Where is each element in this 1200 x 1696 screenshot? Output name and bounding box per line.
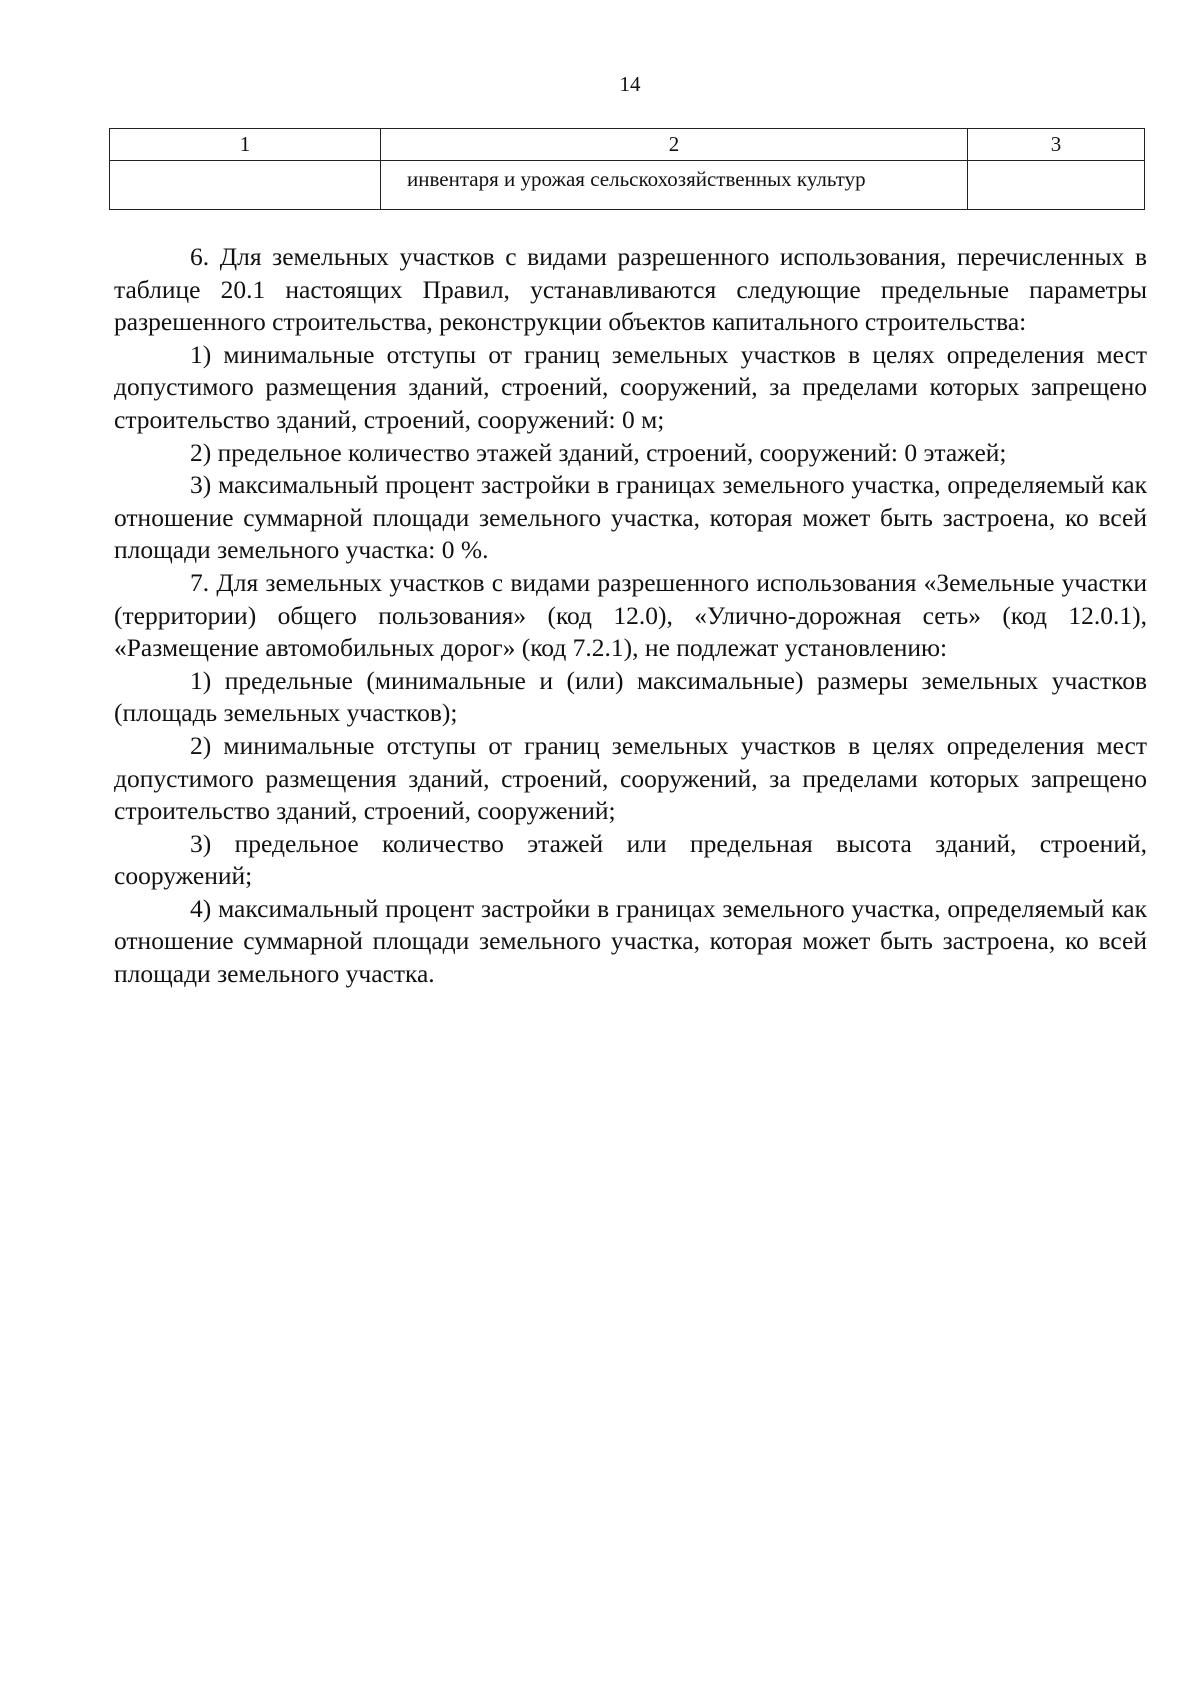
paragraph: 1) минимальные отступы от границ земельных участков в целях определения мест допустимого размещения зданий, строений, сооружений, за пределами которых запрещено строительство зданий, строений, сооружений: 0 м; bbox=[114, 339, 1147, 434]
paragraph: 3) максимальный процент застройки в границах земельного участка, определяемый как отношение суммарной площади земельного участка, которая может быть застроена, ко всей площади земельного участка: 0 %. bbox=[114, 470, 1147, 565]
continuation-table bbox=[109, 128, 1145, 210]
table-cell bbox=[968, 161, 1145, 210]
paragraph: 6. Для земельных участков с видами разрешенного использования, перечисленных в таблице 20.1 настоящих Правил, устанавливаются следующие предельные параметры разрешенного строительства, реконструкции объектов капитального строительства: bbox=[114, 242, 1147, 337]
paragraph: 1) предельные (минимальные и (или) максимальные) размеры земельных участков (площадь земельных участков); bbox=[114, 665, 1147, 728]
body-text bbox=[114, 241, 1147, 991]
table-cell: инвентаря и урожая сельскохозяйственных культур bbox=[381, 161, 968, 210]
paragraph: 7. Для земельных участков с видами разрешенного использования «Земельные участки (территории) общего пользования» (код 12.0), «Улично-дорожная сеть» (код 12.0.1), «Размещение автомобильных дорог» (код 7.2.1), не подлежат установлению: bbox=[114, 567, 1147, 663]
table-cell bbox=[110, 161, 381, 210]
paragraph: 2) минимальные отступы от границ земельных участков в целях определения мест допустимого размещения зданий, строений, сооружений, за пределами которых запрещено строительство зданий, строений, сооружений; bbox=[114, 730, 1147, 826]
table-row bbox=[110, 161, 1145, 210]
table-header-cell: 3 bbox=[968, 129, 1145, 161]
paragraph: 2) предельное количество этажей зданий, строений, сооружений: 0 этажей; bbox=[190, 437, 1007, 467]
paragraph: 4) максимальный процент застройки в границах земельного участка, определяемый как отношение суммарной площади земельного участка, которая может быть застроена, ко всей площади земельного участка. bbox=[114, 893, 1147, 989]
paragraph: 3) предельное количество этажей или предельная высота зданий, строений, сооружений; bbox=[114, 828, 1147, 891]
table-header-row bbox=[110, 129, 1145, 161]
table-header-cell: 1 bbox=[110, 129, 381, 161]
table-header-cell: 2 bbox=[381, 129, 968, 161]
page-number: 14 bbox=[619, 72, 641, 96]
